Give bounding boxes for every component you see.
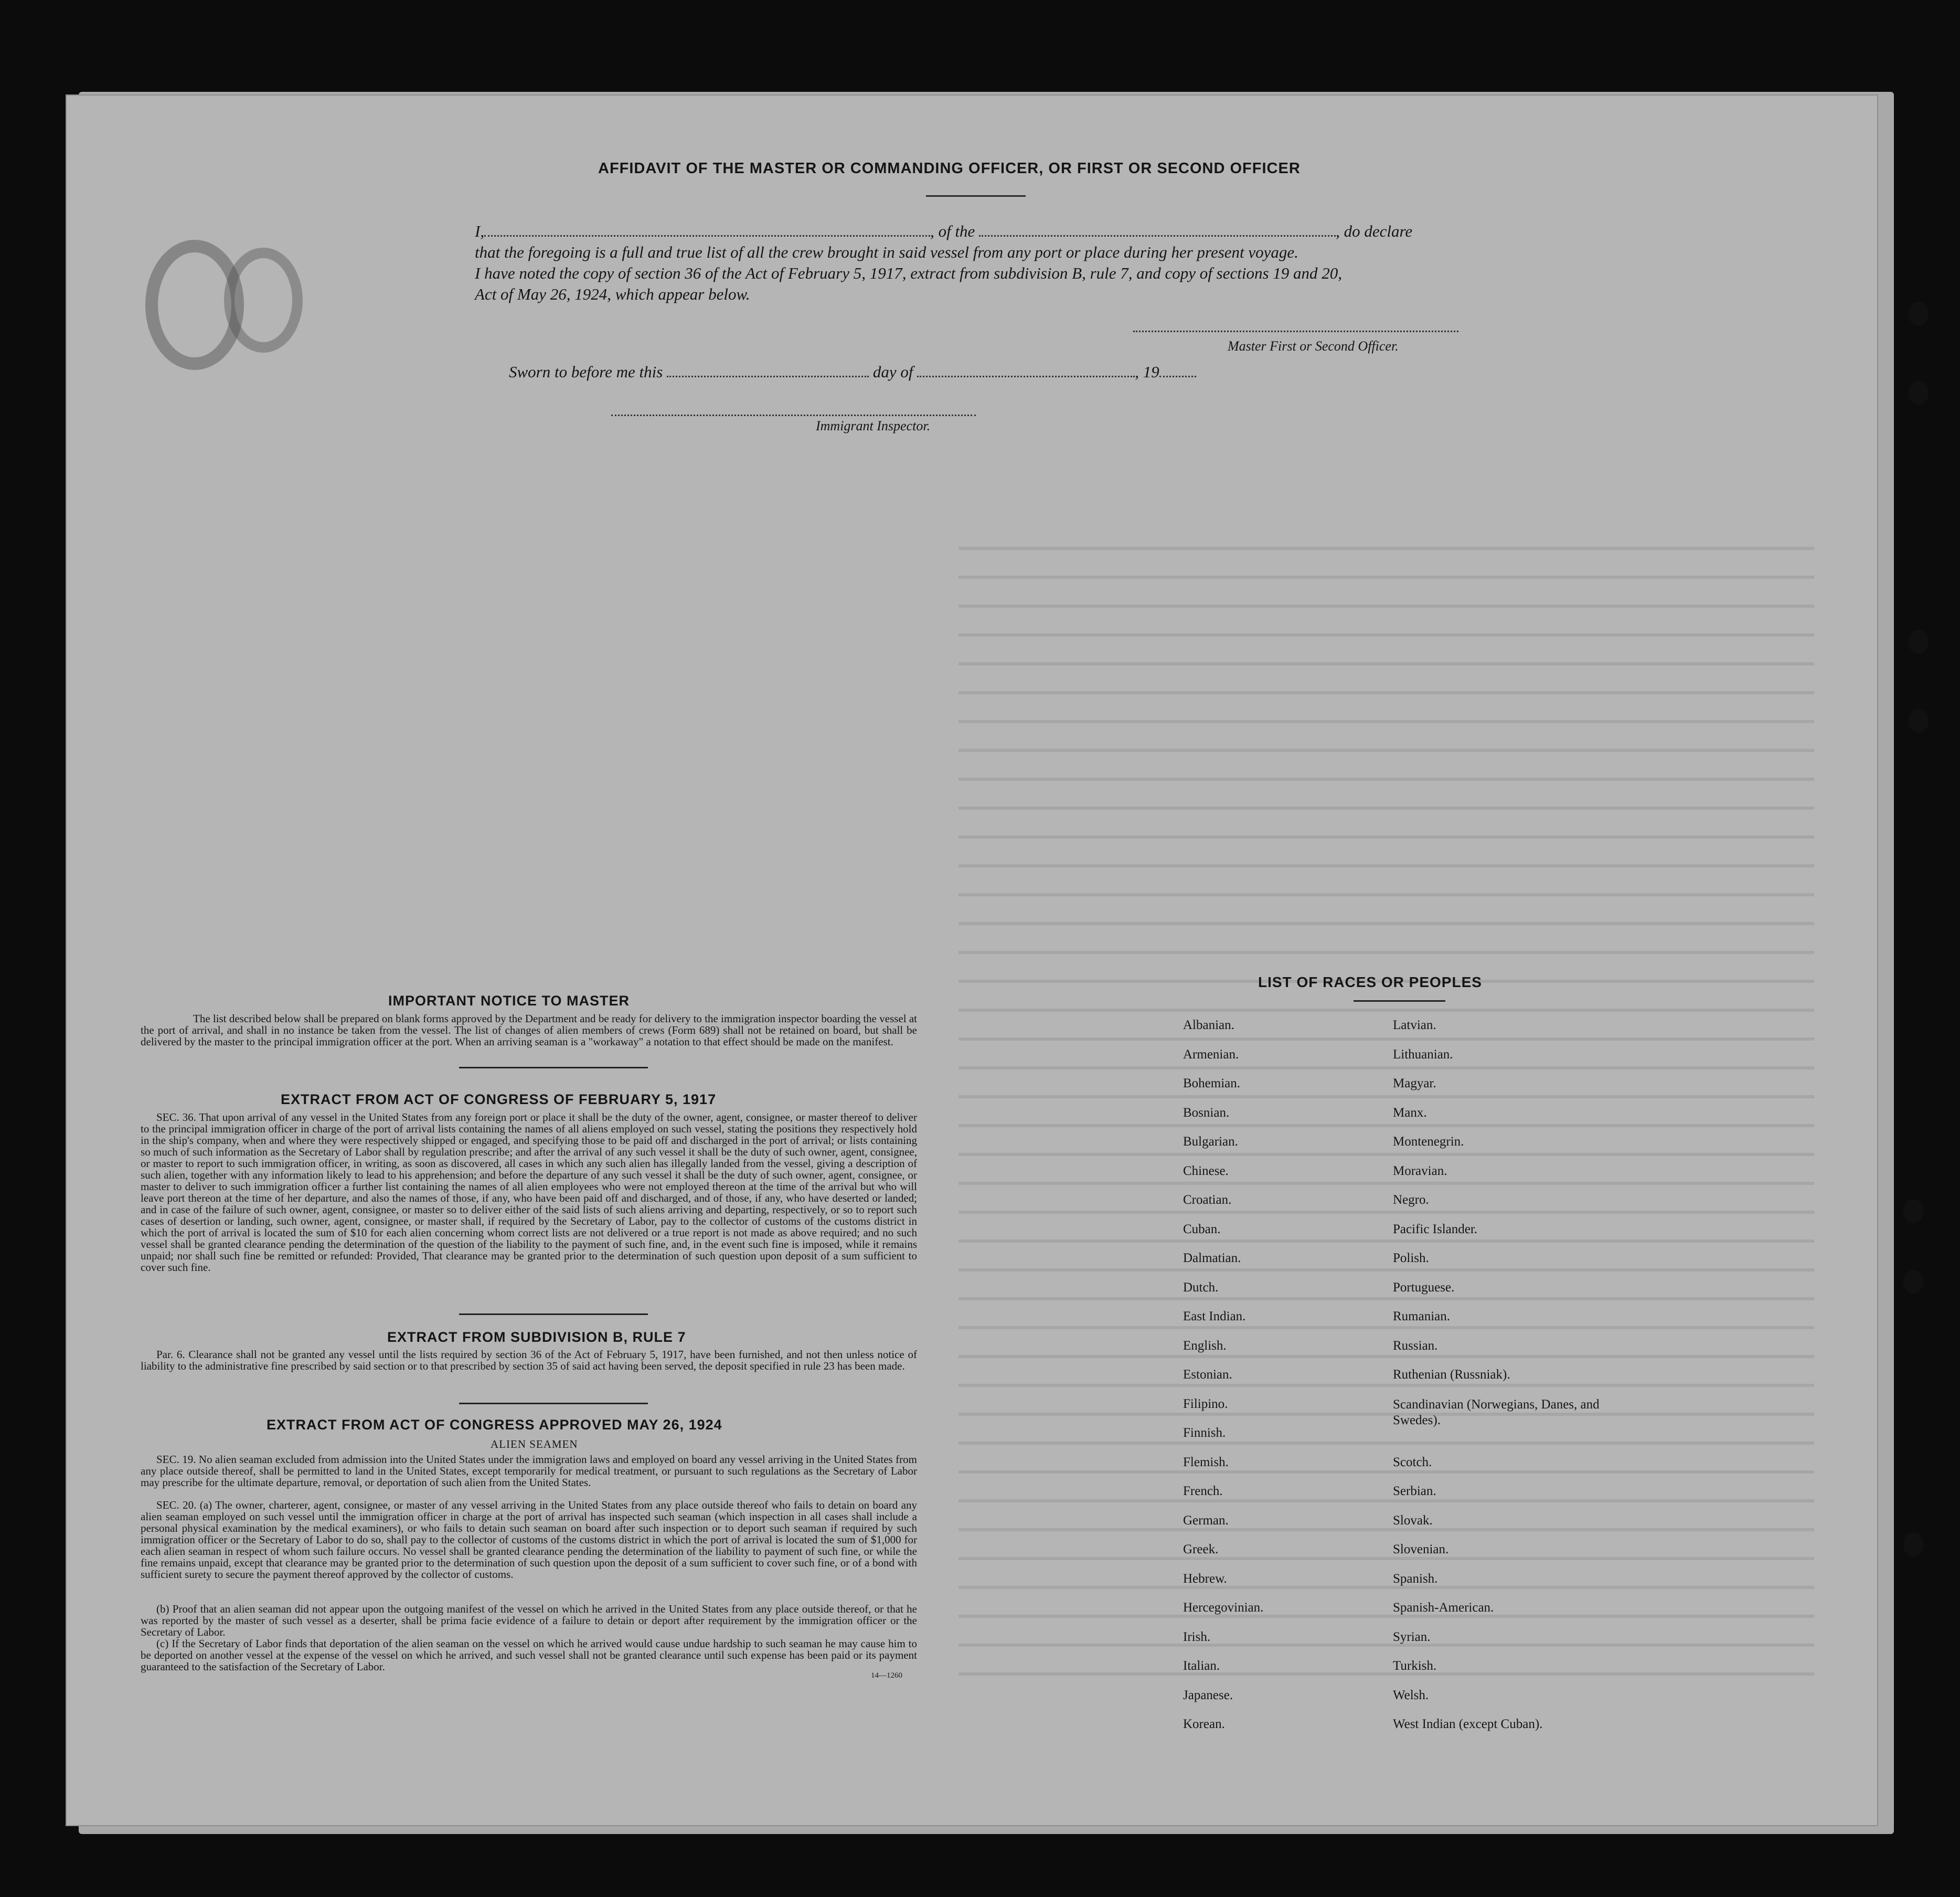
notice-text: The list described below shall be prepared on blank forms approved by the Department and be ready for delivery to the immigration inspector boarding the vessel at the port of arrival, and shall in no instance be taken from the vessel. The list of changes of alien members of crews (Form 689) shall not be retained on board, but shall be delivered by the master to the principal immigration officer at the port. When an arriving seaman is a "workaway" a notation to that effect should be made on the manifest. [141,1012,917,1048]
race-item: Negro. [1393,1193,1429,1207]
punch-hole [1903,1270,1923,1294]
race-item: Manx. [1393,1105,1427,1120]
notice-title: IMPORTANT NOTICE TO MASTER [388,993,630,1009]
sworn-day-of: day of [872,363,913,381]
inspector-label: Immigrant Inspector. [816,418,931,433]
race-item: Italian. [1183,1659,1220,1673]
race-item: Portuguese. [1393,1280,1455,1295]
race-item: Montenegrin. [1393,1135,1464,1149]
punch-hole [1909,302,1929,326]
race-item: Latvian. [1393,1018,1436,1032]
race-item: Bulgarian. [1183,1135,1238,1149]
sworn-month-blank[interactable] [917,361,1135,377]
race-item: Polish. [1393,1251,1429,1265]
race-item: French. [1183,1484,1223,1498]
affidavit-line-1 [475,220,1477,242]
affidavit-line-3: I have noted the copy of section 36 of the Act of February 5, 1917, extract from subdivision B, rule 7, and copy of sections 19 and 20, [475,264,1343,282]
sworn-year-blank[interactable] [1159,361,1196,377]
race-item: Hebrew. [1183,1571,1227,1586]
signature-line[interactable] [1133,331,1458,332]
race-item: Greek. [1183,1542,1219,1556]
race-item: Slovenian. [1393,1542,1449,1556]
affidavit-line-2: that the foregoing is a full and true list of all the crew brought in said vessel from any port or place during her present voyage. [475,243,1298,261]
race-item: Finnish. [1183,1426,1226,1440]
affidavit-declare: , do declare [1336,222,1413,240]
race-item: Croatian. [1183,1193,1232,1207]
race-item: Slovak. [1393,1513,1433,1528]
race-item: Albanian. [1183,1018,1234,1032]
bleed-through-text [958,526,1814,1680]
affidavit-i: I, [475,222,485,240]
race-item: Magyar. [1393,1076,1436,1090]
extract-1924-sec20a: SEC. 20. (a) The owner, charterer, agent, consignee, or master of any vessel arriving in the United States from any place outside thereof who fails to detain on board any alien seaman employed on such vessel until the immigration officer in charge at the port of arrival has inspected such seaman (which inspection in all cases shall include a personal physical examination by the medical examiners), or who fails to detain such seaman on board after such inspection or to deport such seaman if required by such immigration officer or the Secretary of Labor to do so, shall pay to the collector of customs of the customs district in which the port of arrival is located the sum of $1,000 for each alien seaman in respect of whom such failure occurs. No vessel shall be granted clearance pending the determination of the liability to payment of such fine, or while the fine remains unpaid, except that clearance may be granted prior to the determination of such question upon the deposit of a sum sufficient to cover such fine, or of a bond with sufficient surety to secure the payment thereof approved by the collector of customs. [141,1499,917,1581]
extract-rule7-text: Par. 6. Clearance shall not be granted any vessel until the lists required by section 36 of the Act of February 5, 1917, have been furnished, and not then unless notice of liability to the administrative fine prescribed by said section or to that prescribed by section 35 of said act having been served, the deposit specified in rule 23 has been made. [141,1348,917,1372]
sworn-start: Sworn to before me this [509,363,663,381]
race-item: Filipino. [1183,1396,1228,1411]
race-item: Syrian. [1393,1629,1431,1644]
name-blank[interactable] [484,220,930,237]
race-item: Serbian. [1393,1484,1436,1498]
race-item: Rumanian. [1393,1309,1451,1323]
race-item: Russian. [1393,1338,1438,1353]
divider [926,195,1026,197]
punch-hole [1909,630,1929,654]
race-item: Scandinavian (Norwegians, Danes, and Swedes). [1393,1397,1600,1427]
race-item: Ruthenian (Russniak). [1393,1368,1510,1382]
race-item: Turkish. [1393,1659,1437,1673]
race-item: English. [1183,1338,1227,1353]
divider [459,1403,648,1404]
races-left-column [1183,1018,1263,1746]
race-item: Irish. [1183,1629,1211,1644]
sworn-year: , 19 [1135,363,1159,381]
punch-hole [1909,708,1929,733]
race-item: Moravian. [1393,1163,1447,1178]
race-item: East Indian. [1183,1309,1246,1323]
extract-1917-text: SEC. 36. That upon arrival of any vessel in the United States from any foreign port or place it shall be the duty of the owner, agent, consignee, or master thereof to deliver to the principal immigration officer in charge of the port of arrival lists containing the names of all aliens employed on such vessel, stating the positions they respectively hold in the ship's company, when and where they were respectively shipped or engaged, and specifying those to be paid off and discharged in the port of arrival; or lists containing so much of such information as the Secretary of Labor shall by regulation prescribe; and after the arrival of any such vessel it shall be the duty of such owner, agent, consignee, or master to report to such immigration officer, in writing, as soon as discovered, all cases in which any such alien has illegally landed from the vessel, giving a description of such alien, together with any information likely to lead to his apprehension; and before the departure of any such vessel it shall be the duty of such owner, agent, consignee, or master to deliver to such immigration officer a further list containing the names of all alien employees who were not employed thereon at the time of the arrival but who will leave port thereon at the time of her departure, and also the names of those, if any, who have been paid off and discharged, and of those, if any, who have deserted or landed; and in case of the failure of such owner, agent, consignee, or master so to deliver either of the said lists of such aliens arriving and departing, respectively, or so to report such cases of desertion or landing, such owner, agent, consignee, or master shall, if required by the Secretary of Labor, pay to the collector of customs of the customs district in which the port of arrival is located the sum of $10 for each alien concerning whom correct lists are not delivered or a true report is not made as above required; and no such vessel shall be granted clearance pending the determination of the question of the liability to the payment of such fine, and, in the event such fine is imposed, while it remains unpaid; nor shall such fine be remitted or refunded: Provided, That clearance may be granted prior to the determination of such question upon deposit of a sum sufficient to cover such fine. [141,1111,917,1274]
race-item: Flemish. [1183,1455,1229,1469]
race-item: German. [1183,1513,1229,1528]
race-item: Armenian. [1183,1047,1239,1062]
extract-1917-title: EXTRACT FROM ACT OF CONGRESS OF FEBRUARY 5, 1917 [281,1091,717,1107]
races-right-column [1393,1018,1618,1746]
inspector-signature-line[interactable] [611,415,976,416]
race-item: Lithuanian. [1393,1047,1453,1062]
sworn-statement [509,361,1196,381]
race-item: Dalmatian. [1183,1251,1241,1265]
punch-hole [1903,1199,1923,1223]
form-number: 14—1260 [871,1671,902,1680]
race-item: Estonian. [1183,1368,1232,1382]
race-item: Spanish. [1393,1571,1438,1586]
race-item: Pacific Islander. [1393,1222,1478,1236]
race-item: Hercegovinian. [1183,1601,1264,1615]
vessel-blank[interactable] [979,220,1336,237]
race-item: Scotch. [1393,1455,1432,1469]
sworn-day-blank[interactable] [667,361,869,377]
race-item: Dutch. [1183,1280,1219,1295]
race-item: Japanese. [1183,1688,1233,1702]
extract-rule7-title: EXTRACT FROM SUBDIVISION B, RULE 7 [387,1329,686,1345]
affidavit-title: AFFIDAVIT OF THE MASTER OR COMMANDING OFFICER, OR FIRST OR SECOND OFFICER [598,160,1301,177]
affidavit-of-the: , of the [930,222,975,240]
extract-1924-title: EXTRACT FROM ACT OF CONGRESS APPROVED MAY 26, 1924 [267,1417,722,1433]
page-stamp [224,248,303,353]
race-item: Welsh. [1393,1688,1429,1702]
affidavit-body [475,220,1477,305]
divider [459,1067,648,1068]
extract-1924-sec19: SEC. 19. No alien seaman excluded from admission into the United States under the immigration laws and employed on board any vessel arriving in the United States from any place outside thereof, shall be permitted to land in the United States, except temporarily for medical treatment, or pursuant to such regulations as the Secretary of Labor may prescribe for the ultimate departure, removal, or deportation of such alien from the United States. [141,1453,917,1489]
races-title: LIST OF RACES OR PEOPLES [1258,974,1482,990]
race-item: Spanish-American. [1393,1601,1494,1615]
race-item: Bohemian. [1183,1076,1241,1090]
extract-1924-sec20c: (c) If the Secretary of Labor finds that deportation of the alien seaman on the vessel on which he arrived would cause undue hardship to such seaman he may cause him to be deported on another vessel at the expense of the vessel on which he arrived, and such vessel shall not be granted clearance until such expense has been paid or its payment guaranteed to the satisfaction of the Secretary of Labor. [141,1637,917,1673]
race-item: West Indian (except Cuban). [1393,1717,1543,1731]
signature-label: Master First or Second Officer. [1228,338,1399,354]
extract-1924-subtitle: ALIEN SEAMEN [491,1438,578,1450]
extract-1924-sec20b: (b) Proof that an alien seaman did not appear upon the outgoing manifest of the vessel on which he arrived in the United States from any place outside thereof, or that he was reported by the master of such vessel as a deserter, shall be prima facie evidence of a failure to detain or deport after requirement by the immigration officer or the Secretary of Labor. [141,1603,917,1638]
punch-hole [1903,1532,1923,1556]
affidavit-line-4: Act of May 26, 1924, which appear below. [475,285,750,303]
race-item: Chinese. [1183,1163,1229,1178]
divider [459,1313,648,1315]
divider [1354,1000,1445,1002]
race-item: Cuban. [1183,1222,1221,1236]
race-item: Korean. [1183,1717,1225,1731]
race-item: Bosnian. [1183,1105,1230,1120]
punch-hole [1909,380,1929,405]
